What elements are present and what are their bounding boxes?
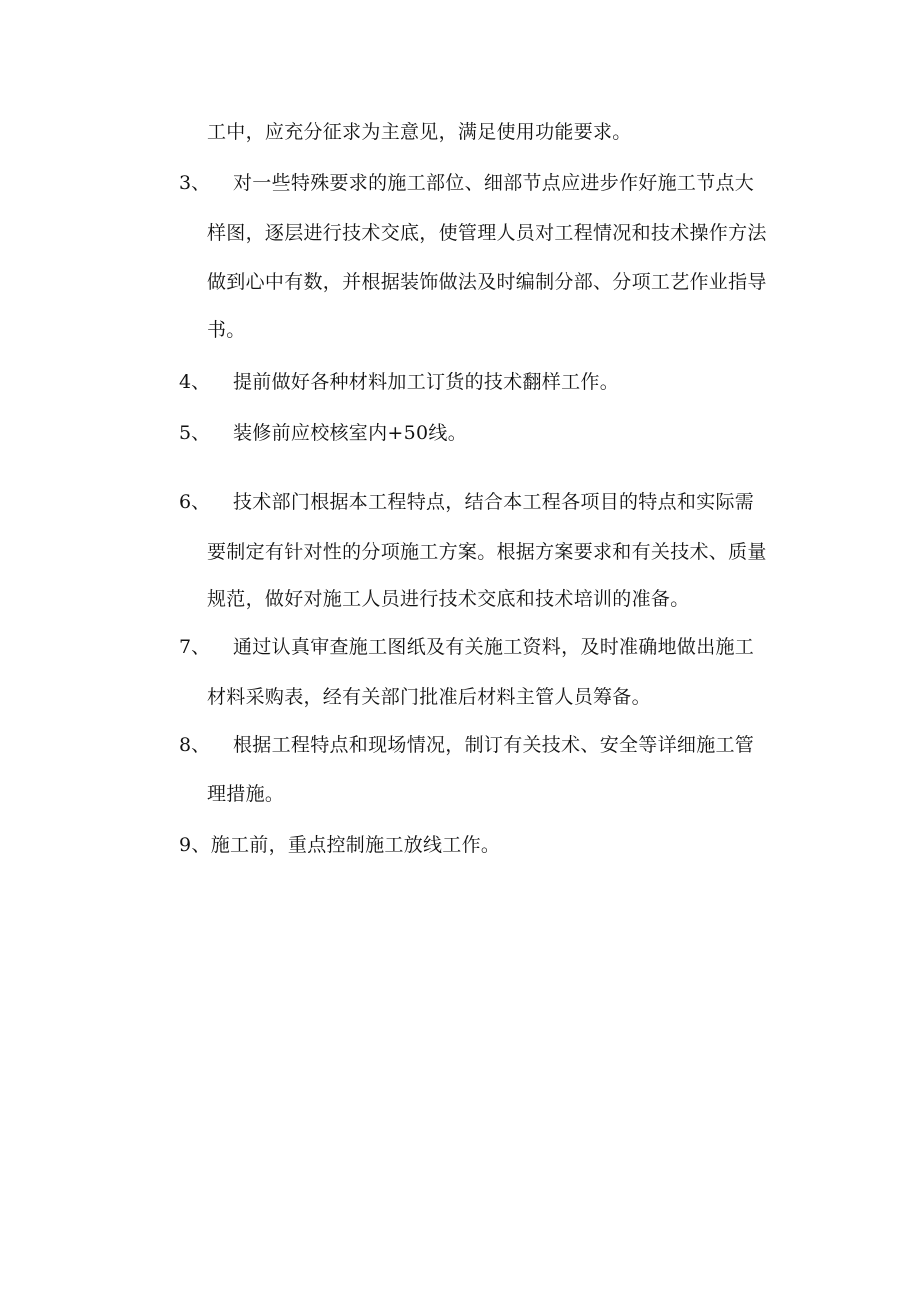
item-3-line-1: 对一些特殊要求的施工部位、细部节点应进步作好施工节点大 [233, 172, 755, 194]
item-3-line-4: 书。 [207, 319, 246, 341]
item-5-number: 5、 [179, 422, 211, 444]
item-6-line-3: 规范，做好对施工人员进行技术交底和技术培训的准备。 [207, 588, 690, 610]
item-3-number: 3、 [179, 172, 211, 194]
item-3-line-2: 样图，逐层进行技术交底，使管理人员对工程情况和技术操作方法 [207, 222, 767, 244]
intro-continuation-line: 工中，应充分征求为主意见，满足使用功能要求。 [207, 121, 632, 143]
item-3-line-3: 做到心中有数，并根据装饰做法及时编制分部、分项工艺作业指导 [207, 271, 767, 293]
item-7-number: 7、 [179, 636, 211, 658]
item-6-line-2: 要制定有针对性的分项施工方案。根据方案要求和有关技术、质量 [207, 541, 767, 563]
item-7-line-1: 通过认真审查施工图纸及有关施工资料，及时准确地做出施工 [233, 636, 755, 658]
item-9-line: 9、施工前，重点控制施工放线工作。 [179, 834, 501, 856]
item-7-line-2: 材料采购表，经有关部门批准后材料主管人员筹备。 [207, 686, 651, 708]
item-8-number: 8、 [179, 734, 211, 756]
item-4-line-1: 提前做好各种材料加工订货的技术翻样工作。 [233, 371, 620, 393]
item-6-line-1: 技术部门根据本工程特点，结合本工程各项目的特点和实际需 [233, 491, 755, 513]
item-8-line-2: 理措施。 [207, 783, 285, 805]
item-4-number: 4、 [179, 371, 211, 393]
item-5-line-1: 装修前应校核室内+50线。 [233, 422, 467, 444]
item-6-number: 6、 [179, 491, 211, 513]
item-8-line-1: 根据工程特点和现场情况，制订有关技术、安全等详细施工管 [233, 734, 755, 756]
